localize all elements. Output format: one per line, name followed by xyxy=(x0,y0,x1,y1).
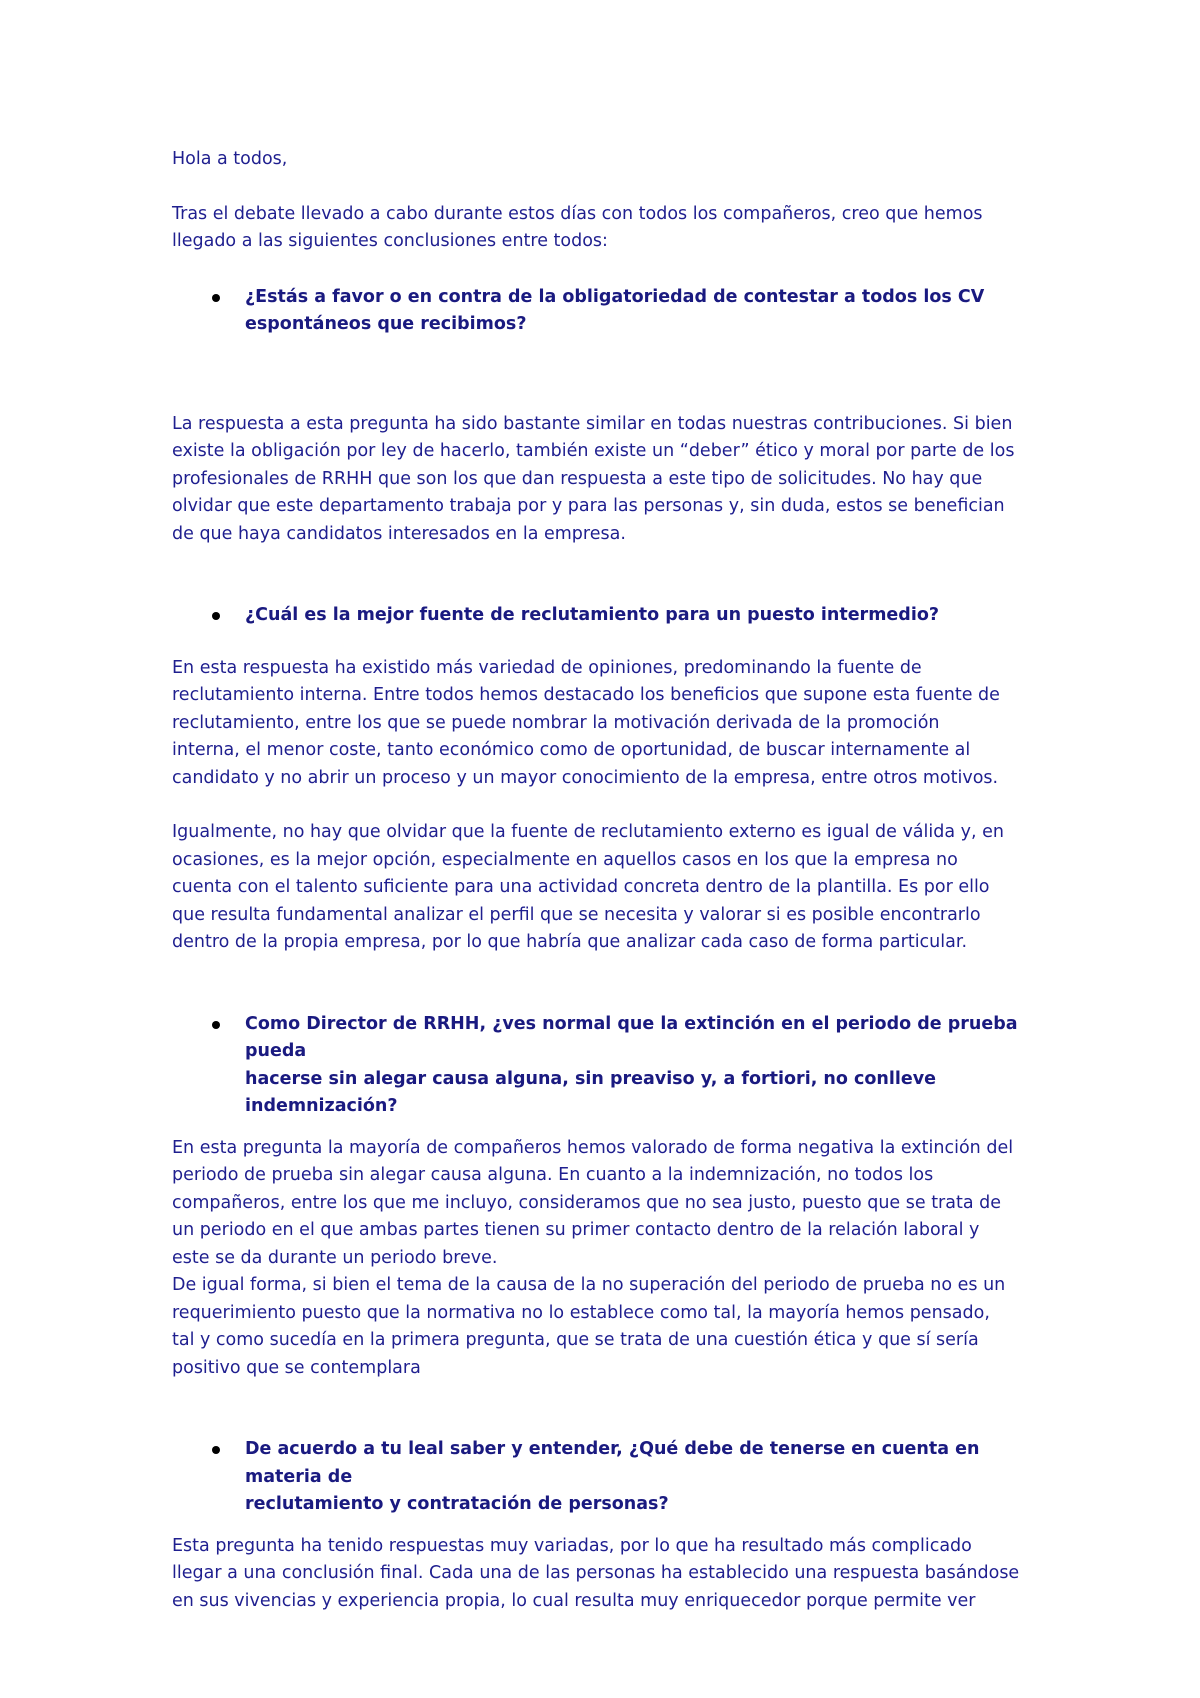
question-text: ¿Estás a favor o en contra de la obligatoriedad de contestar a todos los CV espontáneos que recibimos? xyxy=(245,286,985,334)
answer-paragraph: En esta respuesta ha existido más variedad de opiniones, predominando la fuente de reclutamiento interna. Entre todos hemos destacado los beneficios que supone esta fuente de reclutamiento, entre los que se puede nombrar la motivación derivada de la promoción interna, el menor coste, tanto económico como de oportunidad, de buscar internamente al candidato y no abrir un proceso y un mayor conocimiento de la empresa, entre otros motivos. xyxy=(172,657,1000,788)
greeting: Hola a todos, xyxy=(172,149,288,169)
bullet-icon xyxy=(212,1021,220,1029)
answer-paragraph: Igualmente, no hay que olvidar que la fuente de reclutamiento externo es igual de válida y, en ocasiones, es la mejor opción, especialmente en aquellos casos en los que la empresa no cuenta con el talento suficiente para una actividad concreta dentro de la plantilla. Es por ello que resulta fundamental analizar el perfil que se necesita y valorar si es posible encontrarlo dentro de la propia empresa, por lo que habría que analizar cada caso de forma particular. xyxy=(172,822,1004,952)
bullet-icon xyxy=(212,294,220,302)
bullet-icon xyxy=(212,612,220,620)
answer-paragraph: La respuesta a esta pregunta ha sido bastante similar en todas nuestras contribuciones. Si bien existe la obligación por ley de hacerlo, también existe un “deber” ético y moral por parte de los profesionales de RRHH que son los que dan respuesta a este tipo de solicitudes. No hay que olvidar que este departamento trabaja por y para las personas y, sin duda, estos se benefician de que haya candidatos interesados en la empresa. xyxy=(172,413,1015,544)
document-body xyxy=(172,146,1052,1615)
answer-paragraph: En esta pregunta la mayoría de compañeros hemos valorado de forma negativa la extinción del periodo de prueba sin alegar causa alguna. En cuanto a la indemnización, no todos los compañeros, entre los que me incluyo, consideramos que no sea justo, puesto que se trata de un periodo en el que ambas partes tienen su primer contacto dentro de la relación laboral y este se da durante un periodo breve. De igual forma, si bien el tema de la causa de la no superación del periodo de prueba no es un requerimiento puesto que la normativa no lo establece como tal, la mayoría hemos pensado, tal y como sucedía en la primera pregunta, que se trata de una cuestión ética y que sí sería positivo que se contemplara xyxy=(172,1137,1014,1378)
question-text: De acuerdo a tu leal saber y entender, ¿Qué debe de tenerse en cuenta en materia de reclutamiento y contratación de personas? xyxy=(245,1439,980,1514)
question-text: ¿Cuál es la mejor fuente de reclutamiento para un puesto intermedio? xyxy=(245,605,939,625)
intro-paragraph: Tras el debate llevado a cabo durante estos días con todos los compañeros, creo que hemos llegado a las siguientes conclusiones entre todos: xyxy=(172,203,983,251)
question-heading xyxy=(172,602,1052,630)
question-heading xyxy=(172,1011,1052,1121)
question-heading xyxy=(172,284,1052,339)
question-text: Como Director de RRHH, ¿ves normal que la extinción en el periodo de prueba pueda hacerse sin alegar causa alguna, sin preaviso y, a fortiori, no conlleve indemnización? xyxy=(245,1013,1018,1116)
bullet-icon xyxy=(212,1446,220,1454)
question-heading xyxy=(172,1436,1052,1519)
answer-paragraph: Esta pregunta ha tenido respuestas muy variadas, por lo que ha resultado más complicado llegar a una conclusión final. Cada una de las personas ha establecido una respuesta basándose en sus vivencias y experiencia propia, lo cual resulta muy enriquecedor porque permite ver xyxy=(172,1535,1020,1611)
